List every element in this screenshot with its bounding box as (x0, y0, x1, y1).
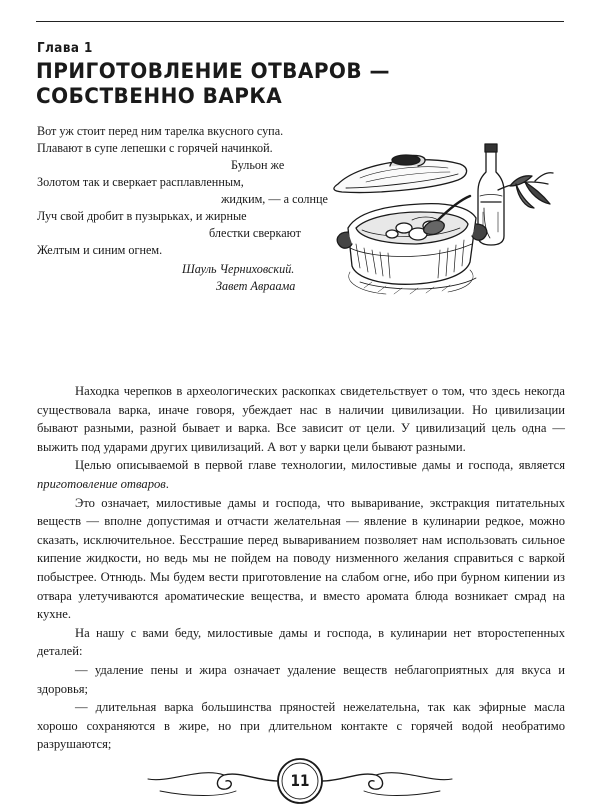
epigraph-line: Золотом так и сверкает расплавленным, (37, 175, 244, 189)
top-rule (36, 21, 564, 22)
chapter-label: Глава 1 (37, 41, 93, 56)
page-number: 11 (290, 771, 310, 790)
body-text (37, 382, 565, 754)
chapter-title (36, 59, 445, 109)
epigraph (37, 123, 337, 295)
paragraph-text: . (165, 476, 169, 491)
epigraph-line: Плавают в супе лепешки с горячей начинкой. (37, 141, 273, 155)
epigraph-line: Луч свой дробит в пузырьках, и жирные (37, 209, 247, 223)
emphasis-term: приготовление отваров (37, 476, 166, 491)
paragraph (37, 456, 565, 493)
epigraph-author: Шауль Черниховский. (182, 262, 295, 276)
epigraph-line: Желтым и синим огнем. (37, 243, 163, 257)
chapter-title-line-1: ПРИГОТОВЛЕНИЕ ОТВАРОВ — (36, 59, 390, 84)
list-item: — удаление пены и жира означает удаление веществ неблагоприятных для вкуса и здоровья; (37, 662, 565, 696)
cooking-pot-and-bottle-illustration (320, 132, 555, 302)
epigraph-line: Вот уж стоит перед ним тарелка вкусного супа. (37, 124, 284, 138)
epigraph-work: Завет Авраама (216, 279, 296, 293)
paragraph: Это означает, милостивые дамы и господа, что вываривание, экстракция питательных веществ — вполне допустимая и отчасти желательная — явление в кулинарии редкое, можно сказать, исключительное. Бесстрашие перед вывариванием позволяет нам использовать сильное кипение жидкости, но ведь мы не пойдем на поводу низменного желания справиться с варкой побыстрее. Отнюдь. Мы будем вести приготовление на слабом огне, ибо при бурном кипении из отвара улетучиваются ароматические вещества, и вместо аромата блюда возникает смрад на кухне. (37, 495, 565, 622)
paragraph-text: Целью описываемой в первой главе технологии, милостивые дамы и господа, является (75, 458, 565, 473)
paragraph: Находка черепков в археологических раскопках свидетельствует о том, что здесь некогда существовала варка, иначе говоря, убеждает нас в наличии цивилизации. Но цивилизации бывают разными, разной бывает и варка. Все зависит от цели. У цивилизаций цель одна — выжить под ударами других цивилизаций. А вот у варки цели бывают разными. (37, 384, 565, 454)
list-item: — длительная варка большинства пряностей нежелательна, так как эфирные масла хорошо сохраняются в жире, но при длительном контакте с горячей водой необратимо разрушаются; (37, 700, 565, 752)
chapter-title-line-2: СОБСТВЕННО ВАРКА (36, 84, 283, 109)
epigraph-line: жидким, — а солнце (221, 192, 328, 206)
epigraph-line: блестки сверкают (209, 226, 301, 240)
epigraph-line: Бульон же (231, 158, 285, 172)
paragraph: На нашу с вами беду, милостивые дамы и господа, в кулинарии нет второстепенных деталей: (37, 625, 565, 659)
